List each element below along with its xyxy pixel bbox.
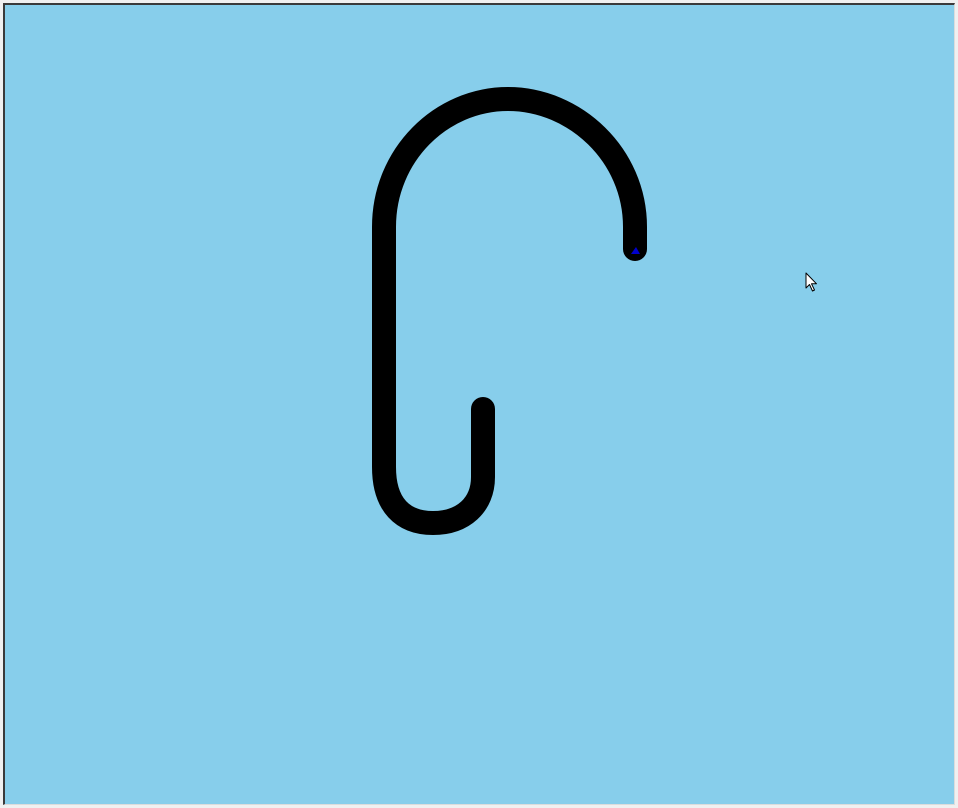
canvas-frame (3, 3, 955, 805)
drawing-canvas[interactable] (5, 5, 954, 804)
